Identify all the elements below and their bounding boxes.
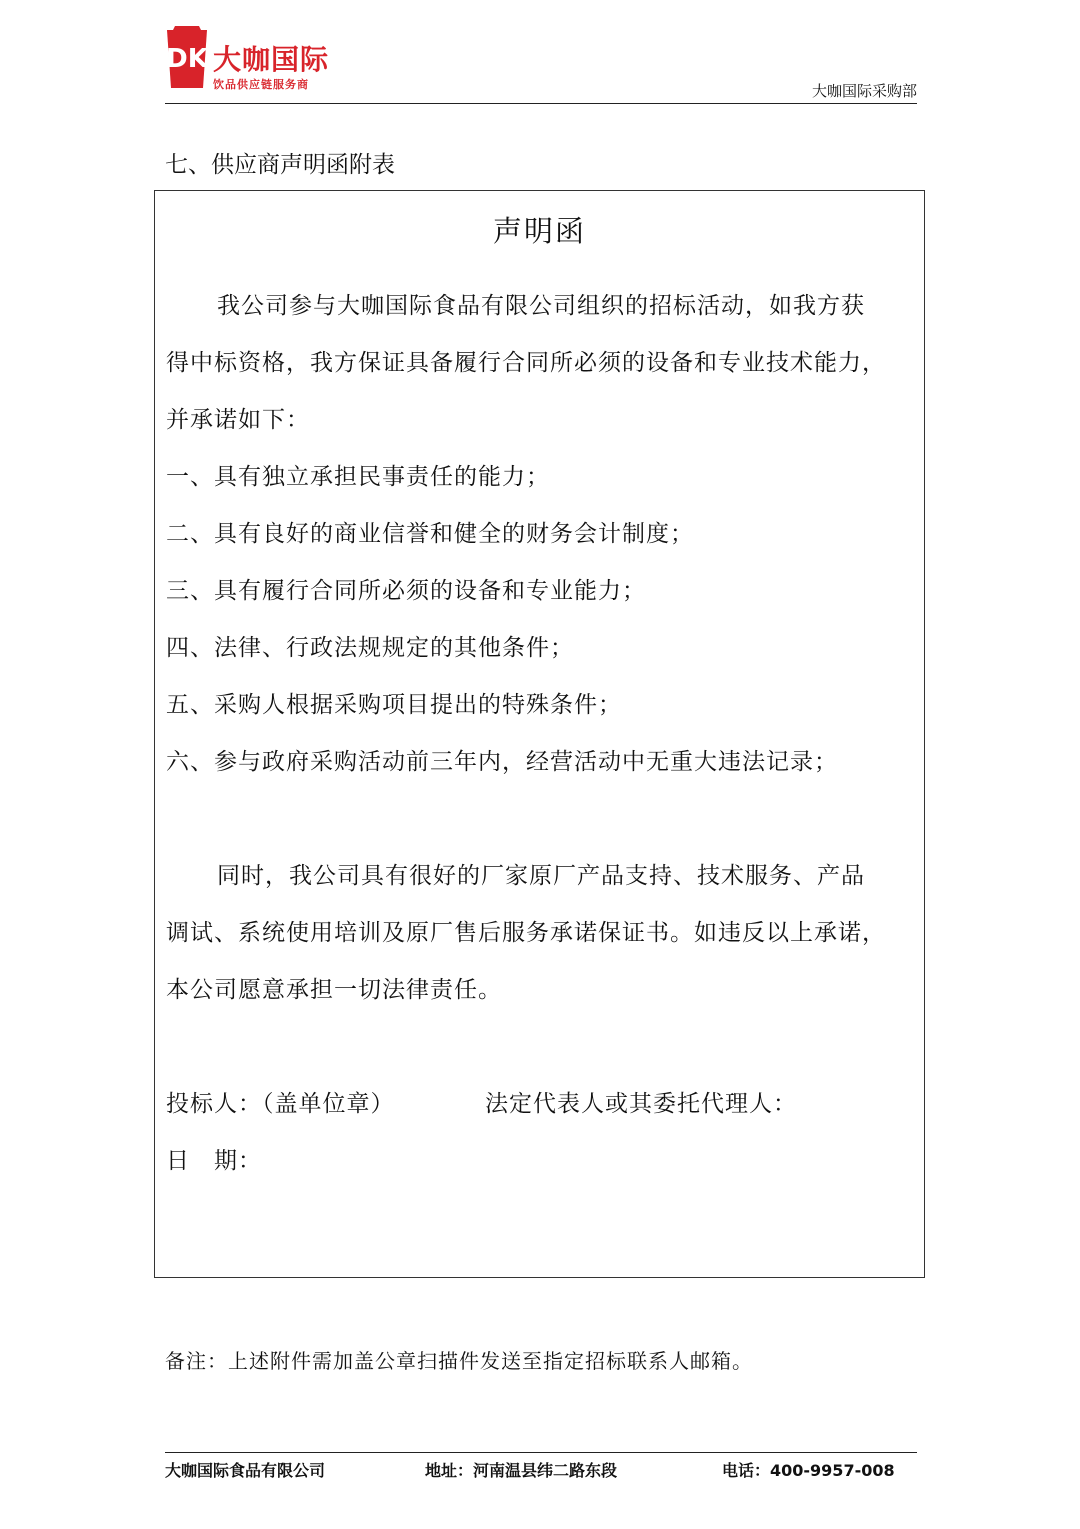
remark-note: 备注：上述附件需加盖公章扫描件发送至指定招标联系人邮箱。	[165, 1349, 753, 1373]
svg-text:DK: DK	[166, 44, 208, 74]
commitment-item: 三、具有履行合同所必须的设备和专业能力；	[166, 578, 646, 604]
commitment-item: 六、参与政府采购活动前三年内，经营活动中无重大违法记录；	[166, 749, 838, 775]
header-divider	[165, 103, 917, 104]
company-logo	[165, 22, 345, 98]
bidder-signature-label: 投标人：（盖单位章）	[166, 1091, 395, 1117]
intro-line: 得中标资格，我方保证具备履行合同所必须的设备和专业技术能力，	[166, 350, 886, 376]
page-header	[165, 20, 917, 104]
commitment-item: 四、法律、行政法规规定的其他条件；	[166, 635, 574, 661]
closing-line: 本公司愿意承担一切法律责任。	[166, 977, 502, 1003]
footer-address: 地址：河南温县纬二路东段	[425, 1461, 618, 1480]
declaration-letter-box	[154, 190, 925, 1278]
letter-title: 声明函	[492, 214, 586, 248]
logo-slogan: 饮品供应链服务商	[213, 78, 309, 91]
commitment-item: 一、具有独立承担民事责任的能力；	[166, 464, 550, 490]
department-label: 大咖国际采购部	[811, 82, 917, 100]
date-label: 日 期：	[166, 1148, 262, 1174]
footer-divider	[165, 1452, 917, 1453]
footer-phone: 电话：400-9957-008	[722, 1461, 895, 1480]
closing-line: 调试、系统使用培训及原厂售后服务承诺保证书。如违反以上承诺，	[166, 920, 886, 946]
footer-company: 大咖国际食品有限公司	[165, 1461, 326, 1480]
section-title: 七、供应商声明函附表	[165, 152, 395, 178]
dk-cup-logo-icon	[165, 22, 209, 90]
commitment-item: 二、具有良好的商业信誉和健全的财务会计制度；	[166, 521, 694, 547]
closing-line: 同时，我公司具有很好的厂家原厂产品支持、技术服务、产品	[217, 863, 865, 889]
commitment-item: 五、采购人根据采购项目提出的特殊条件；	[166, 692, 622, 718]
representative-signature-label: 法定代表人或其委托代理人：	[485, 1091, 797, 1117]
intro-line: 我公司参与大咖国际食品有限公司组织的招标活动，如我方获	[217, 293, 865, 319]
intro-line: 并承诺如下：	[166, 407, 310, 433]
logo-company-name: 大咖国际	[213, 43, 330, 76]
